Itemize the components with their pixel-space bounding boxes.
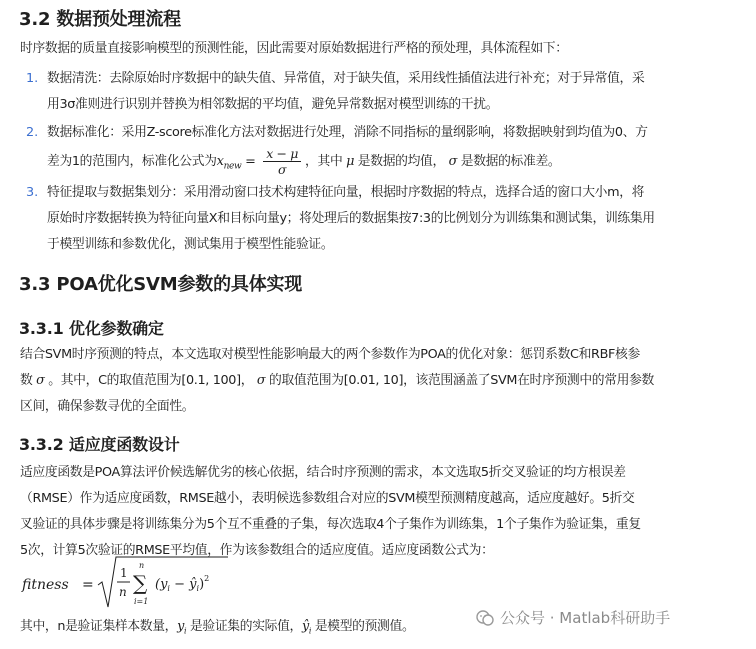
sigma-symbol: σ xyxy=(36,373,45,388)
text: 。其中，C的取值范围为[0.1, 100]， xyxy=(48,373,254,388)
paragraph-line: 区间，确保参数寻优的全面性。 xyxy=(20,399,195,414)
list-number-2: 2. xyxy=(26,125,39,140)
var-yhat: ŷ xyxy=(301,619,309,634)
var-x: x xyxy=(216,154,224,169)
zscore-fraction xyxy=(263,146,301,177)
text: 其中，n是验证集样本数量， xyxy=(20,619,178,634)
paragraph-line: 5次，计算5次验证的RMSE平均值，作为该参数组合的适应度值。适应度函数公式为： xyxy=(20,543,494,558)
section-title-3-3: 3.3 POA优化SVM参数的具体实现 xyxy=(19,274,303,295)
fraction-numerator: x − μ xyxy=(263,146,301,162)
fraction-one: 1 xyxy=(120,566,128,580)
list-item-line: 特征提取与数据集划分：采用滑动窗口技术构建特征向量，根据时序数据的特点，选择合适的窗口大小m，将 xyxy=(47,185,645,200)
section-title-3-3-2: 3.3.2 适应度函数设计 xyxy=(19,435,180,454)
list-item-line: 数据清洗：去除原始时序数据中的缺失值、异常值，对于缺失值，采用线性插值法进行补充；对于异常值，采 xyxy=(47,71,645,86)
list-item-line: 于模型训练和参数优化，测试集用于模型性能验证。 xyxy=(47,237,334,252)
text: 是模型的预测值。 xyxy=(314,619,415,634)
equals-sign: = xyxy=(241,154,260,169)
text: 是验证集的实际值， xyxy=(189,619,302,634)
subscript-i: i xyxy=(184,626,187,636)
paragraph-line: 结合SVM时序预测的特点，本文选取对模型性能影响最大的两个参数作为POA的优化对象：惩罚系数C和RBF核参 xyxy=(20,347,640,362)
sigma-symbol: σ xyxy=(256,373,266,388)
yi-symbol xyxy=(177,619,186,634)
sum-sign-icon: ∑ xyxy=(133,571,148,595)
text: 数 xyxy=(20,373,33,388)
yhat-symbol xyxy=(302,619,311,634)
wechat-icon xyxy=(476,609,494,627)
text: 差为1的范围内，标准化公式为 xyxy=(47,154,217,169)
term-open: ($y_i$ − $ŷ_i)^2$ xyxy=(155,574,210,593)
fraction-denominator: σ xyxy=(278,162,287,177)
section-title-3-3-1: 3.3.1 优化参数确定 xyxy=(19,319,164,338)
var-y: y xyxy=(177,619,185,634)
text: 是数据的标准差。 xyxy=(460,154,561,169)
sigma-symbol: σ xyxy=(448,154,458,169)
paragraph-line: （RMSE）作为适应度函数，RMSE越小，表明候选参数组合对应的SVM模型预测精度越高，适应度越好。5折交 xyxy=(20,491,635,506)
section-3-3-1-body xyxy=(20,342,742,420)
subscript-new: new xyxy=(223,161,242,172)
paragraph-line: 叉验证的具体步骤是将训练集分为5个互不重叠的子集，每次选取4个子集作为训练集，1个子集作为验证集，重复 xyxy=(20,517,641,532)
sum-upper: n xyxy=(139,561,145,570)
text: ，其中 xyxy=(305,154,343,169)
paragraph-line: 适应度函数是POA算法评价候选解优劣的核心依据，结合时序预测的需求，本文选取5折交叉验证的均方根误差 xyxy=(20,465,626,480)
section-title-3-2: 3.2 数据预处理流程 xyxy=(19,9,181,30)
list-item-line: 用3σ准则进行识别并替换为相邻数据的平均值，避免异常数据对模型训练的干扰。 xyxy=(47,97,499,112)
list-item-data-cleaning xyxy=(47,66,741,118)
list-item-line-with-formula xyxy=(47,146,741,176)
list-item-line: 原始时序数据转换为特征向量X和目标向量y；将处理后的数据集按7:3的比例划分为训练集和测试集，训练集用 xyxy=(47,211,655,226)
fraction-n: n xyxy=(119,585,127,599)
list-item-feature-extraction xyxy=(47,180,741,258)
watermark: 公众号 · Matlab科研助手 xyxy=(500,609,671,627)
section-3-2-intro: 时序数据的质量直接影响模型的预测性能，因此需要对原始数据进行严格的预处理，具体流程如下： xyxy=(20,41,568,56)
section-3-3-2-body xyxy=(20,460,742,564)
list-item-line: 数据标准化：采用Z-score标准化方法对数据进行处理，消除不同指标的量纲影响，将数据映射到均值为0、方 xyxy=(47,125,648,140)
mu-symbol: μ xyxy=(346,154,355,169)
formula-lhs: fitness xyxy=(22,577,69,593)
list-item-standardization xyxy=(47,120,741,176)
text: 的取值范围为[0.01, 10]，该范围涵盖了SVM在时序预测中的常用参数 xyxy=(269,373,655,388)
fitness-formula xyxy=(20,555,230,613)
text: 是数据的均值， xyxy=(357,154,445,169)
list-number-1: 1. xyxy=(26,71,39,86)
list-number-3: 3. xyxy=(26,185,39,200)
formula-equals: = xyxy=(82,577,94,593)
formula-lhs xyxy=(216,154,242,172)
subscript-i: i xyxy=(308,626,312,636)
sum-lower: i=1 xyxy=(134,597,149,606)
paragraph-line xyxy=(20,368,742,394)
